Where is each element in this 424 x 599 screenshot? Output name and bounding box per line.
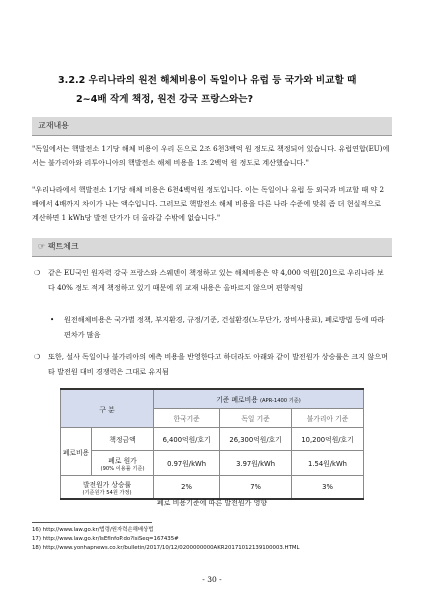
dot-bullet-icon: • xyxy=(50,315,55,324)
fact-check-title: ☞ 팩트체크 xyxy=(32,238,392,257)
table-row xyxy=(61,476,364,500)
page-number: - 30 - xyxy=(202,575,222,584)
fact-paragraph-2 xyxy=(52,313,388,342)
table-cell: 0.97원/kWh xyxy=(154,451,220,476)
claim-box-title: 교재내용 xyxy=(32,117,392,136)
row-label: 폐로 원가 (90% 이용률 기준) xyxy=(92,451,154,476)
fact-paragraph-1-text: 같은 EU국인 원자력 강국 프랑스와 스웨덴이 책정하고 있는 해체비용은 약 4,000 억원[20]으로 우리나라 보다 40% 정도 적게 책정하고 있기 때문에 위 교재 내용은 올바르지 않으며 편향적임 xyxy=(48,268,384,292)
claim-quote-2: "우리나라에서 핵발전소 1기당 해체 비용은 6천4백억원 정도입니다. 이는 독일이나 유럽 등 외국과 비교할 때 약 2배에서 4배까지 차이가 나는 액수입니다. 그러므로 핵발전소 해체 비용을 다른 나라 수준에 맞춰 좀 더 현실적으로 계산하면 1 kWh당 발전 단가가 더 올라갈 수밖에 없습니다." xyxy=(32,185,385,222)
table-row xyxy=(61,451,364,476)
column-header: 불가리아 기준 xyxy=(292,409,364,428)
table-cell: 3.97원/kWh xyxy=(220,451,292,476)
table-cell: 26,300억원/호기 xyxy=(220,428,292,451)
fact-paragraph-1 xyxy=(36,266,388,295)
table-corner-header: 구 분 xyxy=(61,389,154,428)
section-heading-line1: 3.2.2 우리나라의 원전 해체비용이 독일이나 유럽 등 국가와 비교할 때 xyxy=(58,75,357,86)
table-row xyxy=(61,428,364,451)
table-cell: 3% xyxy=(292,476,364,500)
footnote-16: 16) http://www.law.go.kr/법령/원자력손해배상법 xyxy=(32,527,154,533)
table-caption: 폐로 비용기준에 따른 발전원가 영향 xyxy=(156,499,268,507)
section-heading-line2: 2~4배 작게 책정, 원전 강국 프랑스와는? xyxy=(76,94,254,105)
column-header: 독일 기준 xyxy=(220,409,292,428)
decommissioning-cost-table xyxy=(60,388,364,500)
fact-paragraph-3-text: 또한, 설사 독일이나 불가리아의 예측 비용을 반영한다고 하더라도 아래와 같이 발전원가 상승률은 크지 않으며 타 발전원 대비 경쟁력은 그대로 유지됨 xyxy=(48,352,388,376)
claim-quote-1: "독일에서는 핵발전소 1기당 해체 비용이 우리 돈으로 2조 6천3백억 원 정도로 책정되어 있습니다. 유럽연합(EU)에서는 불가리아와 리투아니아의 핵발전소 해체 비용을 1조 2백억 원 정도로 계산했습니다." xyxy=(32,144,390,167)
table-cell: 1.54원/kWh xyxy=(292,451,364,476)
circle-bullet-icon: ❍ xyxy=(34,268,41,277)
summary-label: 발전원가 상승률 (기준원가 54원 가정) xyxy=(61,476,154,500)
table-header-row xyxy=(61,389,364,409)
fact-paragraph-3 xyxy=(36,350,388,379)
footnote-17: 17) http://www.law.go.kr/lsEfInfoP.do?lsiSeq=167435# xyxy=(32,536,179,542)
row-label: 책정금액 xyxy=(92,428,154,451)
circle-bullet-icon: ❍ xyxy=(34,352,41,361)
fact-paragraph-2-text: 원전해체비용은 국가별 정책, 부지환경, 규정/기준, 건설환경(노무단가, 장비사용료), 폐로방법 등에 따라 편차가 많음 xyxy=(64,315,385,339)
table-cell: 7% xyxy=(220,476,292,500)
column-header: 한국기준 xyxy=(154,409,220,428)
table-cell: 6,400억원/호기 xyxy=(154,428,220,451)
footnote-divider xyxy=(32,522,152,523)
table-cell: 10,200억원/호기 xyxy=(292,428,364,451)
row-group-label: 폐로비용 xyxy=(61,428,92,476)
table-group-header: 기준 폐로비용 (APR-1400 기준) xyxy=(154,389,364,409)
footnote-18: 18) http://www.yonhapnews.co.kr/bulletin/2017/10/12/0200000000AKR20171012139100003.HTML xyxy=(32,545,300,551)
table-cell: 2% xyxy=(154,476,220,500)
section-heading xyxy=(58,71,388,109)
